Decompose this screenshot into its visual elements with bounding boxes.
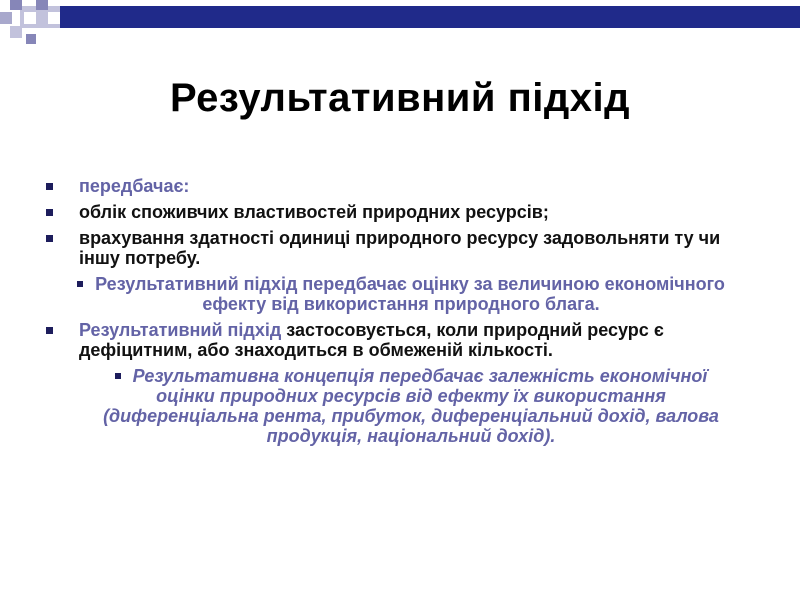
bullet-text: застосовується, коли природний ресурс є дефіцитним, або знаходиться в обмеженій кількості. (79, 320, 664, 360)
blue-band (60, 6, 800, 28)
bullet-item (46, 320, 736, 360)
bullet-text: врахування здатності одиниці природного ресурсу задовольняти ту чи іншу потребу. (79, 228, 721, 268)
square-bullet-icon (46, 183, 53, 190)
bullet-item (46, 228, 736, 268)
sub-bullet-item (46, 274, 736, 314)
bullet-lead-text: Результативний підхід (79, 320, 282, 340)
square-bullet-icon (115, 373, 121, 379)
sub-bullet-item (46, 366, 736, 446)
deco-square (48, 12, 60, 24)
deco-square (0, 12, 12, 24)
square-bullet-icon (46, 209, 53, 216)
deco-square (10, 0, 22, 10)
bullet-item (46, 202, 736, 222)
deco-square (10, 26, 22, 38)
bullet-text: облік споживчих властивостей природних ресурсів; (79, 202, 549, 222)
slide-title: Результативний підхід (170, 76, 630, 120)
bullet-item (46, 176, 736, 196)
header-decoration (0, 0, 800, 50)
square-bullet-icon (77, 281, 83, 287)
bullet-text: Результативний підхід передбачає оцінку за величиною економічного ефекту від використання природного блага. (95, 274, 725, 314)
square-bullet-icon (46, 327, 53, 334)
bullet-text: Результативна концепція передбачає залежність економічної оцінки природних ресурсів від ефекту їх використання (диференціальна рента, прибуток, диференціальний дохід, валова продукція, національний дохід). (103, 366, 719, 446)
square-bullet-icon (46, 235, 53, 242)
deco-square (26, 34, 36, 44)
deco-square (36, 0, 48, 10)
deco-square (24, 12, 36, 24)
bullet-text: передбачає: (79, 176, 190, 196)
bullet-list (46, 176, 736, 452)
